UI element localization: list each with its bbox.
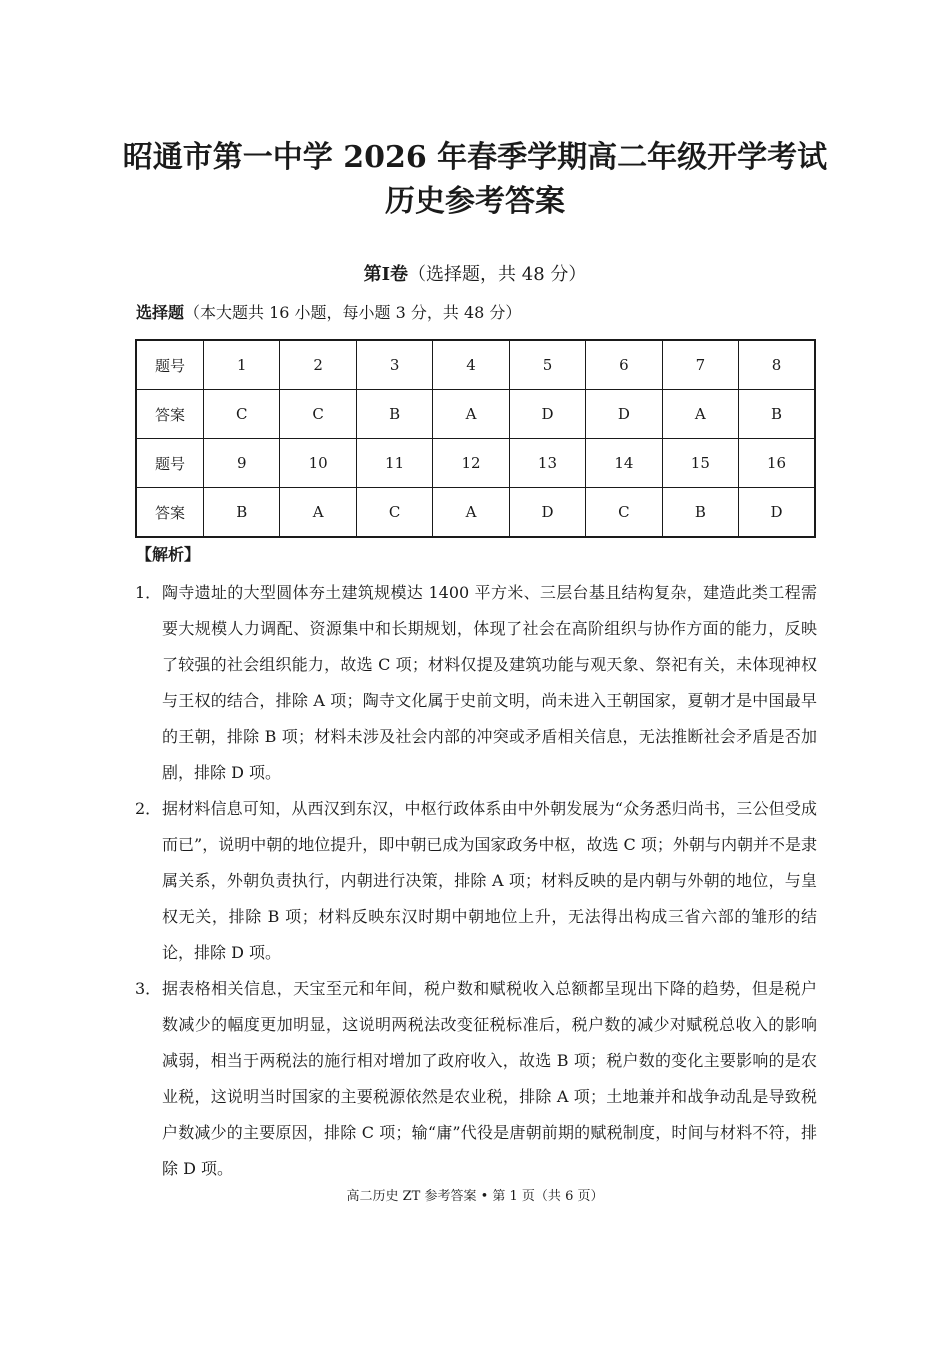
table-cell-answer: B — [356, 390, 432, 439]
analysis-item-text: 据材料信息可知，从西汉到东汉，中枢行政体系由中外朝发展为“众务悉归尚书，三公但受成而已”，说明中朝的地位提升，即中朝已成为国家政务中枢，故选 C 项；外朝与内朝并不是隶属关系，外朝负责执行，内朝进行决策，排除 A 项；材料反映的是内朝与外朝的地位，与皇权无关，排除 B 项；材料反映东汉时期中朝地位上升，无法得出构成三省六部的雏形的结论，排除 D 项。 — [162, 799, 817, 962]
table-cell-question: 10 — [280, 439, 356, 488]
table-cell-answer: A — [280, 488, 356, 538]
analysis-item-number: 3． — [135, 979, 162, 998]
choice-section-label: 选择题 — [136, 303, 185, 322]
table-cell-answer: A — [662, 390, 738, 439]
analysis-item-number: 2． — [135, 799, 162, 818]
table-cell-question: 11 — [356, 439, 432, 488]
table-cell-question: 3 — [356, 340, 432, 390]
table-cell-question: 1 — [204, 340, 280, 390]
table-cell-question: 2 — [280, 340, 356, 390]
table-cell-question: 7 — [662, 340, 738, 390]
analysis-item — [135, 791, 817, 971]
table-cell-answer: C — [356, 488, 432, 538]
section-heading-detail: （选择题，共 48 分） — [408, 264, 587, 285]
table-cell-answer: D — [509, 488, 585, 538]
table-cell-question: 4 — [433, 340, 509, 390]
table-cell-question: 8 — [739, 340, 815, 390]
analysis-item-text: 陶寺遗址的大型圆体夯土建筑规模达 1400 平方米、三层台基且结构复杂，建造此类工程需要大规模人力调配、资源集中和长期规划，体现了社会在高阶组织与协作方面的能力，反映了较强的社会组织能力，故选 C 项；材料仅提及建筑功能与观天象、祭祀有关，未体现神权与王权的结合，排除 A 项；陶寺文化属于史前文明，尚未进入王朝国家，夏朝才是中国最早的王朝，排除 B 项；材料未涉及社会内部的冲突或矛盾相关信息，无法推断社会矛盾是否加剧，排除 D 项。 — [162, 583, 817, 782]
table-header-answer: 答案 — [136, 488, 204, 538]
table-cell-question: 6 — [586, 340, 662, 390]
analysis-item-text: 据表格相关信息，天宝至元和年间，税户数和赋税收入总额都呈现出下降的趋势，但是税户数减少的幅度更加明显，这说明两税法改变征税标准后，税户数的减少对赋税总收入的影响减弱，相当于两税法的施行相对增加了政府收入，故选 B 项；税户数的变化主要影响的是农业税，这说明当时国家的主要税源依然是农业税，排除 A 项；土地兼并和战争动乱是导致税户数减少的主要原因，排除 C 项；输“庸”代役是唐朝前期的赋税制度，时间与材料不符，排除 D 项。 — [162, 979, 817, 1178]
table-cell-answer: C — [586, 488, 662, 538]
table-cell-answer: B — [739, 390, 815, 439]
table-cell-question: 5 — [509, 340, 585, 390]
analysis-label: 【解析】 — [136, 545, 201, 564]
analysis-item-number: 1． — [135, 583, 162, 602]
table-cell-answer: C — [204, 390, 280, 439]
table-cell-answer: A — [433, 390, 509, 439]
section-heading-label: 第Ⅰ卷 — [363, 264, 409, 285]
page-title-line2: 历史参考答案 — [385, 184, 565, 219]
table-cell-question: 9 — [204, 439, 280, 488]
table-cell-question: 12 — [433, 439, 509, 488]
page-title-line1: 昭通市第一中学 2026 年春季学期高二年级开学考试 — [122, 140, 828, 175]
table-row-questions-1 — [136, 340, 815, 390]
table-header-answer: 答案 — [136, 390, 204, 439]
choice-section-detail: （本大题共 16 小题，每小题 3 分，共 48 分） — [184, 303, 522, 322]
table-cell-answer: A — [433, 488, 509, 538]
choice-section-description — [136, 301, 521, 325]
table-cell-answer: D — [509, 390, 585, 439]
page-footer: 高二历史 ZT 参考答案 • 第 1 页（共 6 页） — [346, 1189, 604, 1204]
table-cell-answer: C — [280, 390, 356, 439]
answer-table — [135, 339, 816, 538]
table-cell-question: 14 — [586, 439, 662, 488]
table-header-question: 题号 — [136, 340, 204, 390]
table-row-questions-2 — [136, 439, 815, 488]
analysis-item — [135, 971, 817, 1187]
table-cell-question: 15 — [662, 439, 738, 488]
table-cell-answer: D — [739, 488, 815, 538]
section-heading — [0, 262, 950, 288]
table-cell-answer: B — [662, 488, 738, 538]
table-cell-question: 16 — [739, 439, 815, 488]
table-row-answers-1 — [136, 390, 815, 439]
table-header-question: 题号 — [136, 439, 204, 488]
analysis-item — [135, 575, 817, 791]
table-cell-question: 13 — [509, 439, 585, 488]
table-cell-answer: D — [586, 390, 662, 439]
table-cell-answer: B — [204, 488, 280, 538]
table-row-answers-2 — [136, 488, 815, 538]
analysis-list — [135, 575, 817, 1187]
